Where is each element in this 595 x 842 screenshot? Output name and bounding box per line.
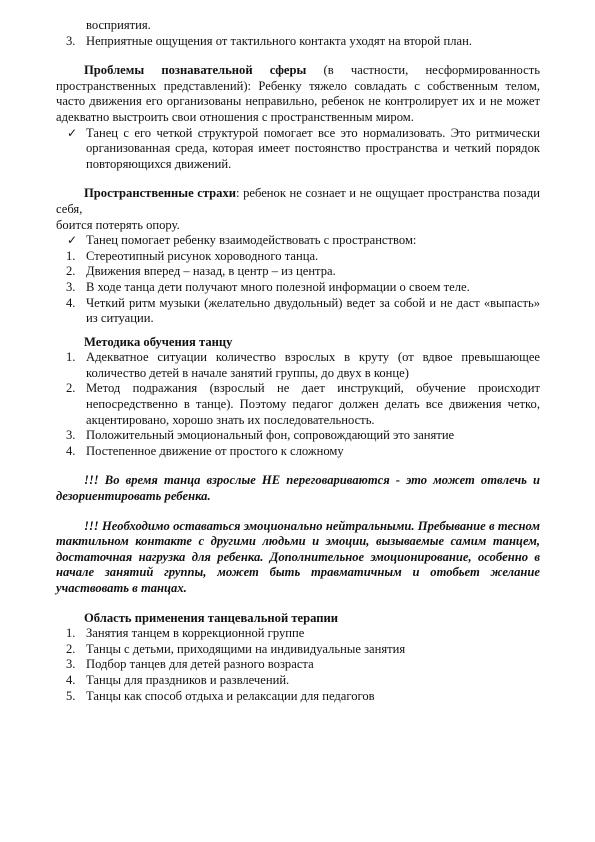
carry-over-span: восприятия.: [86, 18, 151, 32]
fears-body: : ребенок не сознает и не ощущает пространства позади себя,: [56, 186, 540, 216]
cognitive-body: (в частности, несформированность пространственных представлений): Ребенку тяжело совладать с собственным телом, часто движения его организованы неправильно, ребенок не контролирует их и не может адекватно выстроить свои отношения с пространственным миром.: [56, 63, 540, 124]
list-text: Метод подражания (взрослый не дает инструкций, обучение происходит непосредственно в танце). Поэтому педагог должен делать все движения четко, акцентировано, хорошо знать их последовательность.: [86, 381, 540, 427]
list-text: Положительный эмоциональный фон, сопровождающий это занятие: [86, 428, 455, 443]
list-text: Танцы как способ отдыха и релаксации для педагогов: [86, 688, 375, 703]
spacer: [56, 597, 540, 611]
list-number: 3.: [66, 657, 76, 672]
list-text: Постепенное движение от простого к сложному: [86, 443, 344, 458]
document-page: [56, 18, 540, 704]
list-text: Движения вперед – назад, в центр – из центра.: [86, 264, 336, 279]
application-heading: Область применения танцевальной терапии: [84, 610, 339, 625]
carry-over-text: [56, 18, 540, 34]
list-number: 1.: [66, 350, 76, 365]
list-item: [56, 642, 540, 658]
check-item: [56, 126, 540, 173]
method-heading: Методика обучения танцу: [84, 334, 233, 349]
fears-heading: Пространственные страхи: [84, 186, 237, 201]
list-text: Занятия танцем в коррекционной группе: [86, 626, 305, 641]
list-number: 4.: [66, 672, 76, 687]
check-text: Танец с его четкой структурой помогает все это нормализовать. Это ритмически организованная среда, которая имеет постоянство пространства и четкий порядок повторяющихся движений.: [86, 125, 540, 171]
list-item: [56, 626, 540, 642]
fears-list: [56, 249, 540, 327]
cognitive-paragraph: [56, 63, 540, 125]
list-item: [56, 444, 540, 460]
warning-neutral: !!! Необходимо оставаться эмоционально нейтральными. Пребывание в тесном тактильном контакте с другими людьми и эмоции, вызываемые самим танцем, достаточная нагрузка для ребенка. Дополнительное эмоционирование, особенно в начале занятий группы, может быть травматичным и отобьет желание участвовать в танцах.: [56, 518, 540, 595]
list-item: [56, 249, 540, 265]
application-list: [56, 626, 540, 704]
list-item: [56, 428, 540, 444]
list-text: Адекватное ситуации количество взрослых в круту (от вдвое превышающее количество детей в начале занятий группы, до двух в конце): [86, 350, 540, 380]
spacer: [56, 49, 540, 63]
fears-paragraph: [56, 186, 540, 217]
method-list: [56, 350, 540, 459]
list-item: [56, 350, 540, 381]
check-text: Танец помогает ребенку взаимодействовать с пространством:: [86, 233, 417, 248]
list-number: 1.: [66, 626, 76, 641]
list-item: [56, 657, 540, 673]
application-heading-paragraph: [56, 611, 540, 627]
list-number: 2.: [66, 264, 76, 279]
list-text: Четкий ритм музыки (желательно двудольный) ведет за собой и не даст «выпасть» из ситуации.: [86, 295, 540, 326]
list-item: [56, 689, 540, 705]
list-number: 3.: [66, 33, 76, 48]
top-list: [56, 34, 540, 50]
list-number: 2.: [66, 381, 76, 396]
list-number: 3.: [66, 279, 76, 294]
list-number: 1.: [66, 248, 76, 263]
list-number: 2.: [66, 641, 76, 656]
fears-checklist: [56, 233, 540, 249]
spacer: [56, 172, 540, 186]
list-item: [56, 296, 540, 327]
cognitive-checklist: [56, 126, 540, 173]
spacer: [56, 459, 540, 473]
check-icon: ✓: [67, 125, 78, 140]
fears-body-continuation: боится потерять опору.: [56, 217, 180, 232]
method-heading-paragraph: [56, 335, 540, 351]
list-text: Стереотипный рисунок хороводного танца.: [86, 248, 319, 263]
check-icon: ✓: [67, 233, 78, 248]
list-item: [56, 34, 540, 50]
list-text: Танцы с детьми, приходящими на индивидуальные занятия: [86, 641, 406, 656]
list-number: 4.: [66, 443, 76, 458]
list-text: Танцы для праздников и развлечений.: [86, 672, 290, 687]
list-number: 4.: [66, 295, 76, 310]
warning-talking: !!! Во время танца взрослые НЕ переговариваются - это может отвлечь и дезориентировать ребенка.: [56, 473, 540, 504]
list-number: 3.: [66, 428, 76, 443]
spacer: [56, 327, 540, 335]
list-item: [56, 673, 540, 689]
list-text: Неприятные ощущения от тактильного контакта уходят на второй план.: [86, 33, 473, 48]
cognitive-heading: Проблемы познавательной сферы: [84, 63, 307, 78]
spacer: [56, 505, 540, 519]
list-item: [56, 381, 540, 428]
list-text: В ходе танца дети получают много полезной информации о своем теле.: [86, 279, 470, 294]
list-item: [56, 264, 540, 280]
list-text: Подбор танцев для детей разного возраста: [86, 657, 314, 672]
list-item: [56, 280, 540, 296]
check-item: [56, 233, 540, 249]
list-number: 5.: [66, 688, 76, 703]
